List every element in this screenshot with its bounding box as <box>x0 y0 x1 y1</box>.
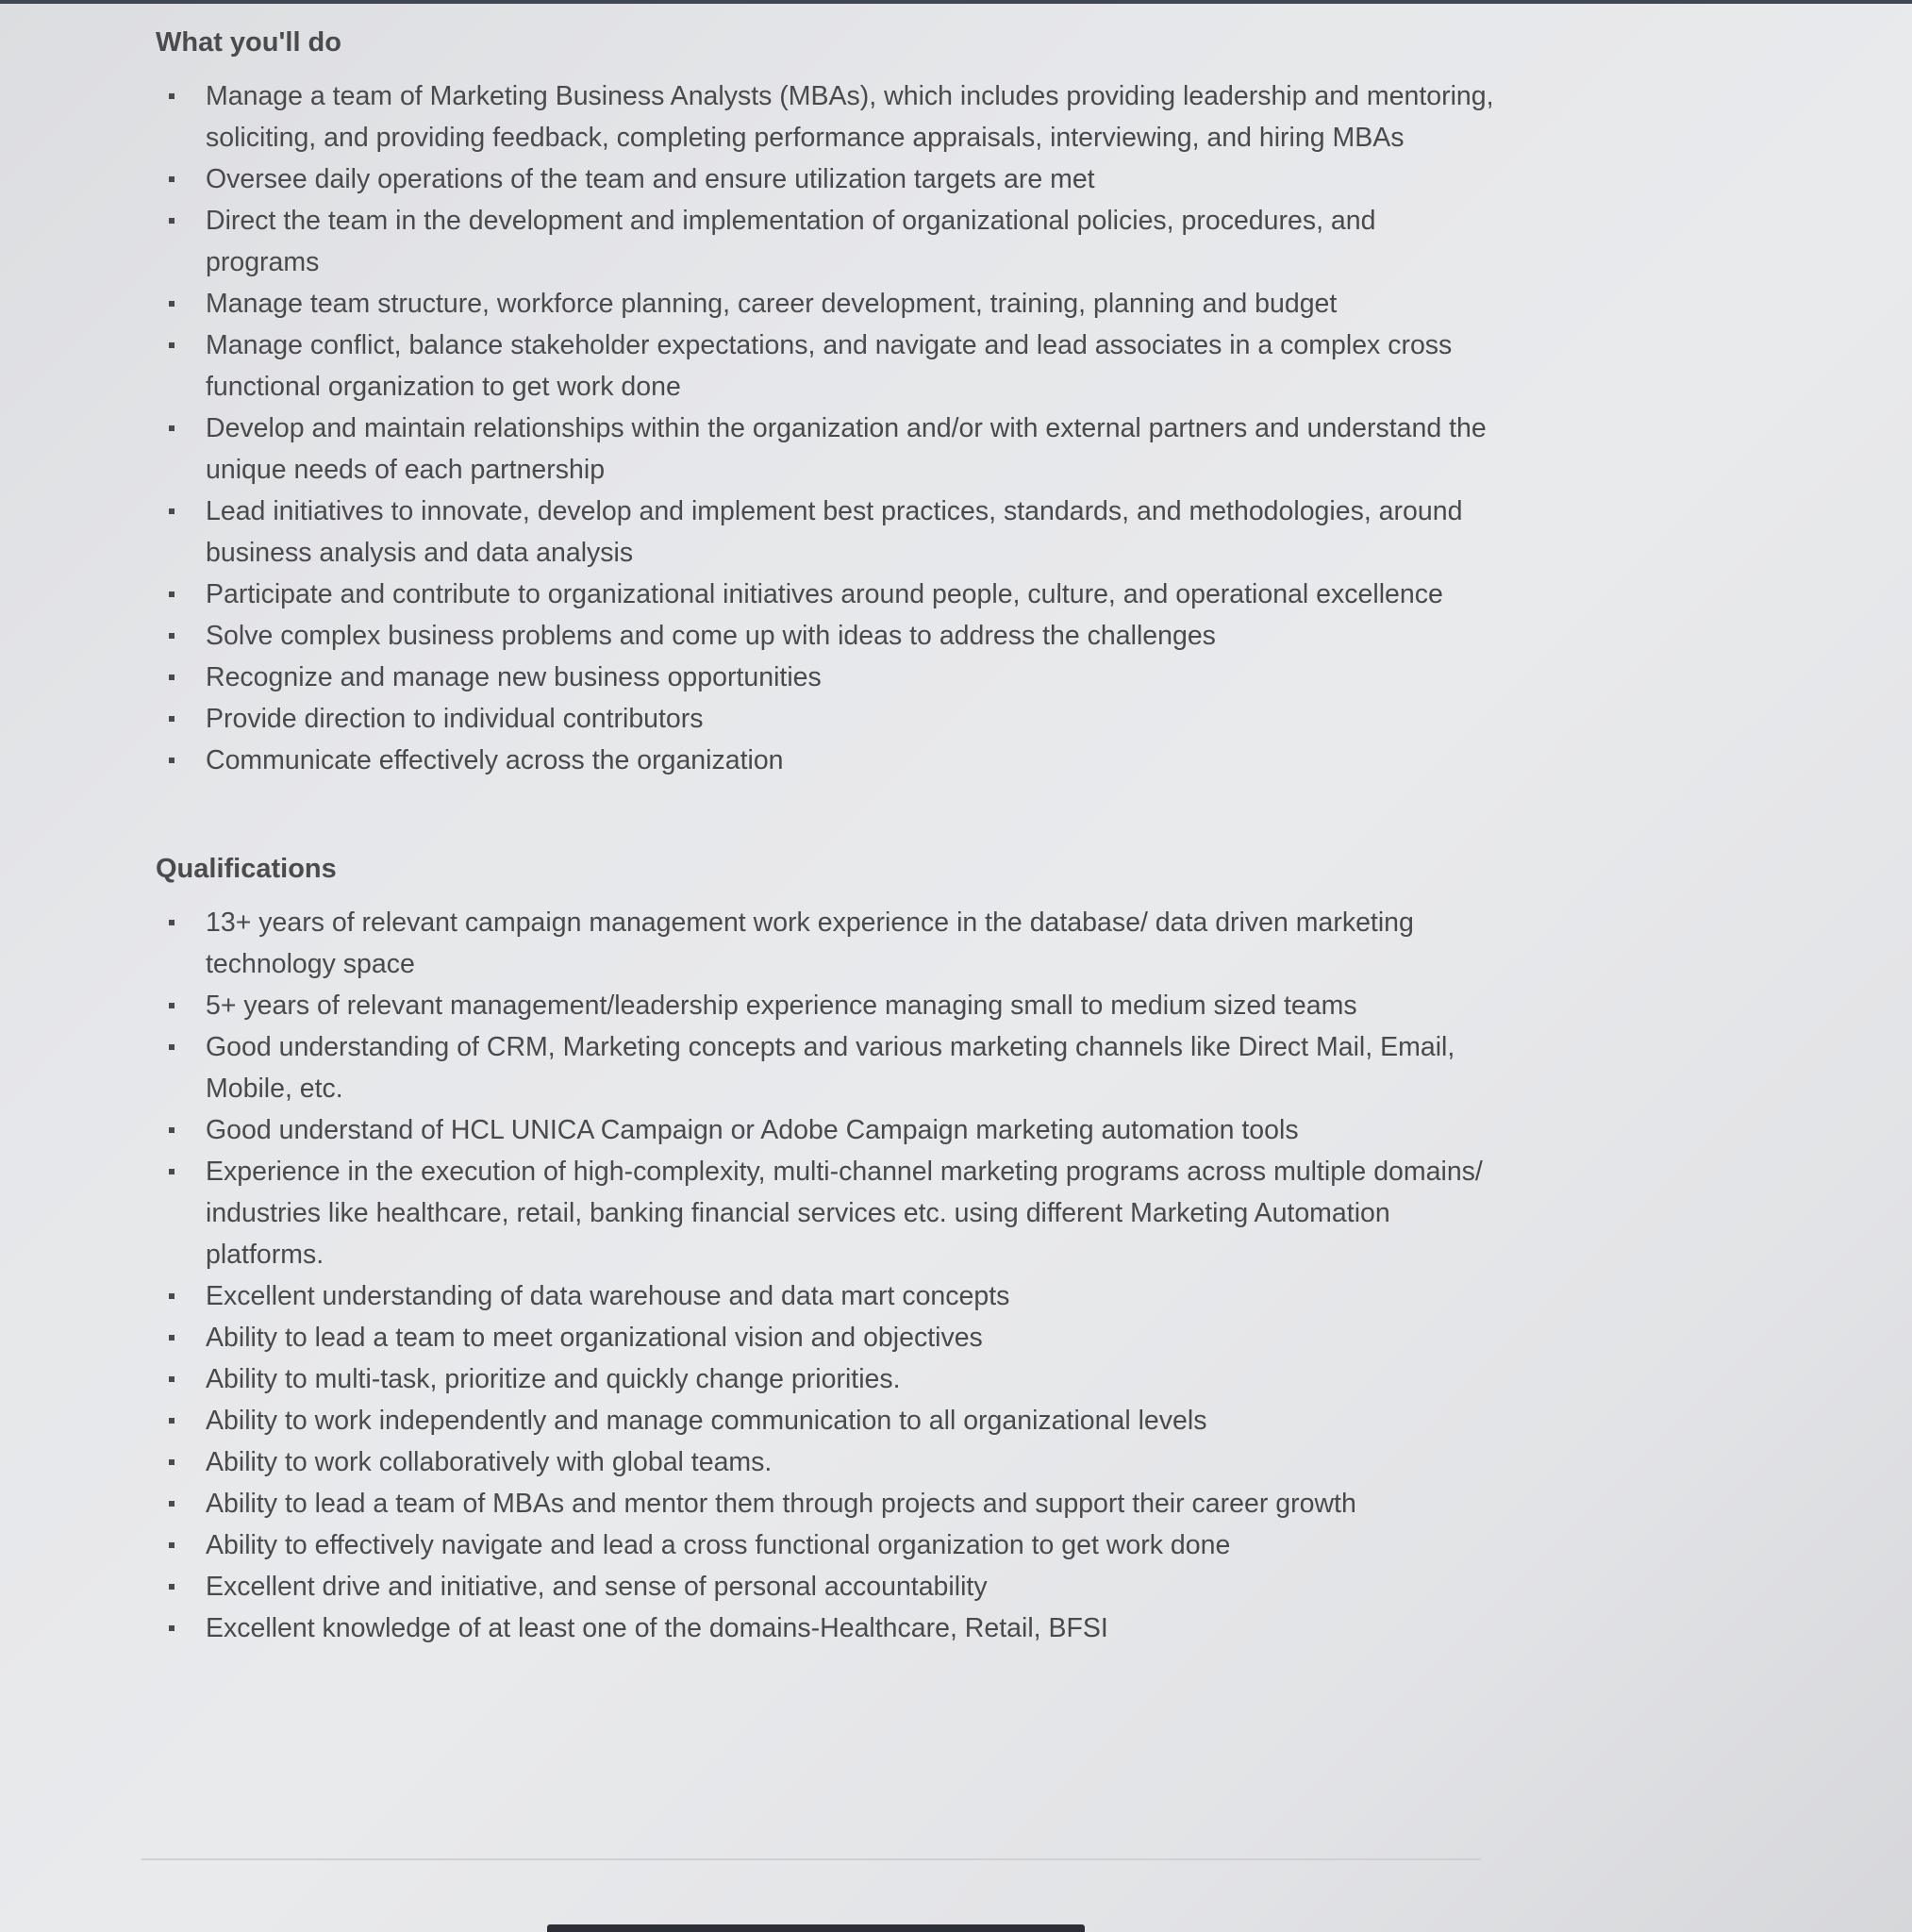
list-item <box>156 491 1495 574</box>
list-item-text: Ability to lead a team of MBAs and mentor them through projects and support their career growth <box>206 1489 1356 1519</box>
section-heading-qualifications: Qualifications <box>156 854 337 884</box>
list-item-text: Manage a team of Marketing Business Analysts (MBAs), which includes providing leadership and mentoring, soliciting, and providing feedback, completing performance appraisals, interviewing, and hiring MBAs <box>206 81 1494 153</box>
bullet-icon <box>169 425 175 431</box>
list-item-text: Excellent knowledge of at least one of the domains-Healthcare, Retail, BFSI <box>206 1613 1108 1643</box>
responsibilities-list <box>156 75 1495 781</box>
list-item <box>156 985 1495 1026</box>
bullet-icon <box>169 1584 175 1590</box>
list-item-text: Ability to work collaboratively with global teams. <box>206 1447 773 1477</box>
bullet-icon <box>169 1501 175 1507</box>
bullet-icon <box>169 301 175 307</box>
list-item-text: Ability to multi-task, prioritize and quickly change priorities. <box>206 1364 901 1394</box>
list-item <box>156 615 1495 657</box>
bullet-icon <box>169 1418 175 1424</box>
list-item-text: Ability to lead a team to meet organizational vision and objectives <box>206 1323 983 1353</box>
bullet-icon <box>169 1169 175 1174</box>
bullet-icon <box>169 176 175 182</box>
bottom-panel-edge <box>547 1924 1085 1932</box>
list-item <box>156 1317 1495 1358</box>
list-item <box>156 740 1495 781</box>
list-item-text: Ability to effectively navigate and lead a cross functional organization to get work done <box>206 1530 1231 1560</box>
list-item <box>156 283 1495 325</box>
list-item-text: Good understand of HCL UNICA Campaign or Adobe Campaign marketing automation tools <box>206 1115 1299 1145</box>
list-item <box>156 1524 1495 1566</box>
bullet-icon <box>169 920 175 925</box>
bullet-icon <box>169 591 175 597</box>
section-divider <box>141 1858 1481 1860</box>
list-item <box>156 1109 1495 1151</box>
list-item <box>156 1441 1495 1483</box>
bullet-icon <box>169 93 175 99</box>
list-item <box>156 158 1495 200</box>
list-item-text: 13+ years of relevant campaign management work experience in the database/ data driven marketing technology space <box>206 908 1414 979</box>
bullet-icon <box>169 1376 175 1382</box>
bullet-icon <box>169 716 175 722</box>
qualifications-list <box>156 902 1495 1649</box>
list-item <box>156 408 1495 491</box>
list-item <box>156 75 1495 158</box>
list-item-text: Develop and maintain relationships within the organization and/or with external partners and understand the unique needs of each partnership <box>206 413 1487 485</box>
bullet-icon <box>169 342 175 348</box>
list-item <box>156 325 1495 408</box>
list-item-text: Manage team structure, workforce planning, career development, training, planning and budget <box>206 289 1338 319</box>
bullet-icon <box>169 218 175 224</box>
bullet-icon <box>169 675 175 680</box>
list-item <box>156 1275 1495 1317</box>
job-description <box>156 21 1495 1649</box>
bullet-icon <box>169 1003 175 1008</box>
bullet-icon <box>169 508 175 514</box>
bullet-icon <box>169 1625 175 1631</box>
list-item <box>156 1151 1495 1275</box>
bullet-icon <box>169 1542 175 1548</box>
list-item-text: Good understanding of CRM, Marketing concepts and various marketing channels like Direct Mail, Email, Mobile, etc. <box>206 1032 1455 1104</box>
list-item <box>156 1400 1495 1441</box>
bullet-icon <box>169 1293 175 1299</box>
list-item-text: Ability to work independently and manage communication to all organizational levels <box>206 1406 1207 1436</box>
bullet-icon <box>169 633 175 639</box>
list-item-text: Provide direction to individual contributors <box>206 704 704 734</box>
list-item <box>156 1566 1495 1607</box>
list-item-text: Experience in the execution of high-complexity, multi-channel marketing programs across multiple domains/ industries like healthcare, retail, banking financial services etc. using different Marketing Automation platforms. <box>206 1157 1483 1270</box>
list-item-text: Recognize and manage new business opportunities <box>206 662 822 692</box>
list-item <box>156 1358 1495 1400</box>
window-top-edge <box>0 0 1912 4</box>
list-item-text: Oversee daily operations of the team and ensure utilization targets are met <box>206 164 1095 194</box>
bullet-icon <box>169 1044 175 1050</box>
bullet-icon <box>169 1459 175 1465</box>
list-item <box>156 902 1495 985</box>
bullet-icon <box>169 1335 175 1341</box>
list-item-text: Lead initiatives to innovate, develop and implement best practices, standards, and methodologies, around business analysis and data analysis <box>206 496 1463 568</box>
list-item-text: 5+ years of relevant management/leadership experience managing small to medium sized teams <box>206 991 1357 1021</box>
list-item-text: Excellent understanding of data warehouse and data mart concepts <box>206 1281 1010 1311</box>
list-item <box>156 657 1495 698</box>
section-heading-what-youll-do: What you'll do <box>156 27 341 58</box>
list-item <box>156 698 1495 740</box>
list-item-text: Communicate effectively across the organization <box>206 745 784 775</box>
list-item-text: Solve complex business problems and come up with ideas to address the challenges <box>206 621 1216 651</box>
list-item-text: Direct the team in the development and implementation of organizational policies, procedures, and programs <box>206 206 1376 277</box>
list-item <box>156 574 1495 615</box>
list-item <box>156 1026 1495 1109</box>
bullet-icon <box>169 758 175 763</box>
bullet-icon <box>169 1127 175 1133</box>
list-item <box>156 1483 1495 1524</box>
list-item-text: Manage conflict, balance stakeholder expectations, and navigate and lead associates in a complex cross functional organization to get work done <box>206 330 1453 402</box>
list-item-text: Participate and contribute to organizational initiatives around people, culture, and operational excellence <box>206 579 1443 609</box>
list-item <box>156 1607 1495 1649</box>
list-item-text: Excellent drive and initiative, and sense of personal accountability <box>206 1572 988 1602</box>
list-item <box>156 200 1495 283</box>
